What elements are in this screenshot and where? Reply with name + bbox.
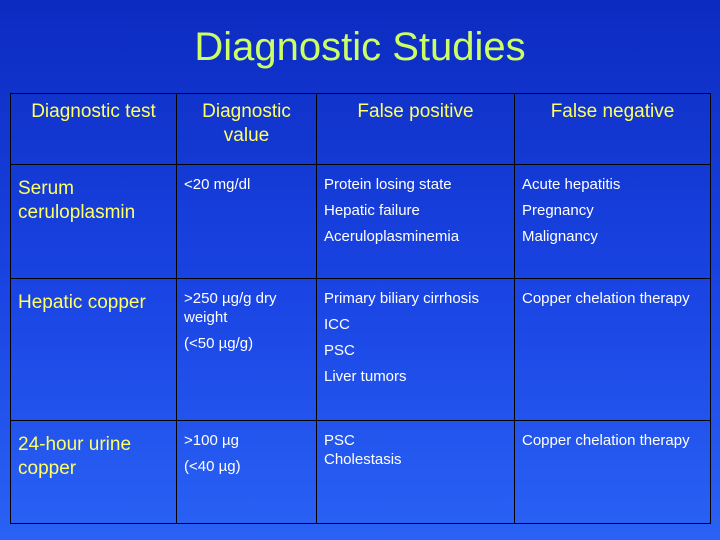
row-diagnostic-value [177, 421, 317, 524]
value-line: <20 mg/dl [184, 176, 251, 193]
slide-title: Diagnostic Studies [194, 25, 526, 69]
false-positive-item: PSC [324, 432, 355, 449]
header-diagnostic-test: Diagnostic test [11, 94, 177, 165]
false-positive-item: ICC [324, 316, 350, 333]
header-false-negative: False negative [515, 94, 711, 165]
false-negative-item: Acute hepatitis [522, 176, 621, 193]
row-diagnostic-value [177, 165, 317, 279]
row-false-negative [515, 279, 711, 421]
false-positive-item: Hepatic failure [324, 202, 420, 219]
header-false-positive: False positive [317, 94, 515, 165]
false-negative-item: Malignancy [522, 228, 598, 245]
row-test-name: 24-hour urine copper [11, 421, 177, 524]
diagnostic-studies-table [10, 93, 711, 524]
table-row [11, 421, 711, 524]
false-negative-item: Copper chelation therapy [522, 290, 690, 307]
row-false-negative [515, 421, 711, 524]
false-positive-item: Aceruloplasminemia [324, 228, 460, 245]
row-false-negative [515, 165, 711, 279]
false-positive-item: Cholestasis [324, 451, 402, 468]
row-false-positive [317, 421, 515, 524]
table-header-row [11, 94, 711, 165]
false-positive-item: Primary biliary cirrhosis [324, 290, 480, 307]
false-positive-item: Liver tumors [324, 368, 407, 385]
false-positive-item: PSC [324, 342, 355, 359]
value-line: (<50 µg/g) [184, 335, 254, 352]
table-row [11, 165, 711, 279]
row-test-name: Serum ceruloplasmin [11, 165, 177, 279]
row-diagnostic-value [177, 279, 317, 421]
false-negative-item: Copper chelation therapy [522, 432, 690, 449]
value-line: >100 µg [184, 432, 239, 449]
row-false-positive [317, 165, 515, 279]
row-false-positive [317, 279, 515, 421]
header-diagnostic-value: Diagnostic value [177, 94, 317, 165]
value-line: (<40 µg) [184, 458, 241, 475]
value-line: >250 µg/g dry weight [184, 290, 277, 326]
table-row [11, 279, 711, 421]
false-negative-item: Pregnancy [522, 202, 594, 219]
row-test-name: Hepatic copper [11, 279, 177, 421]
false-positive-item: Protein losing state [324, 176, 452, 193]
